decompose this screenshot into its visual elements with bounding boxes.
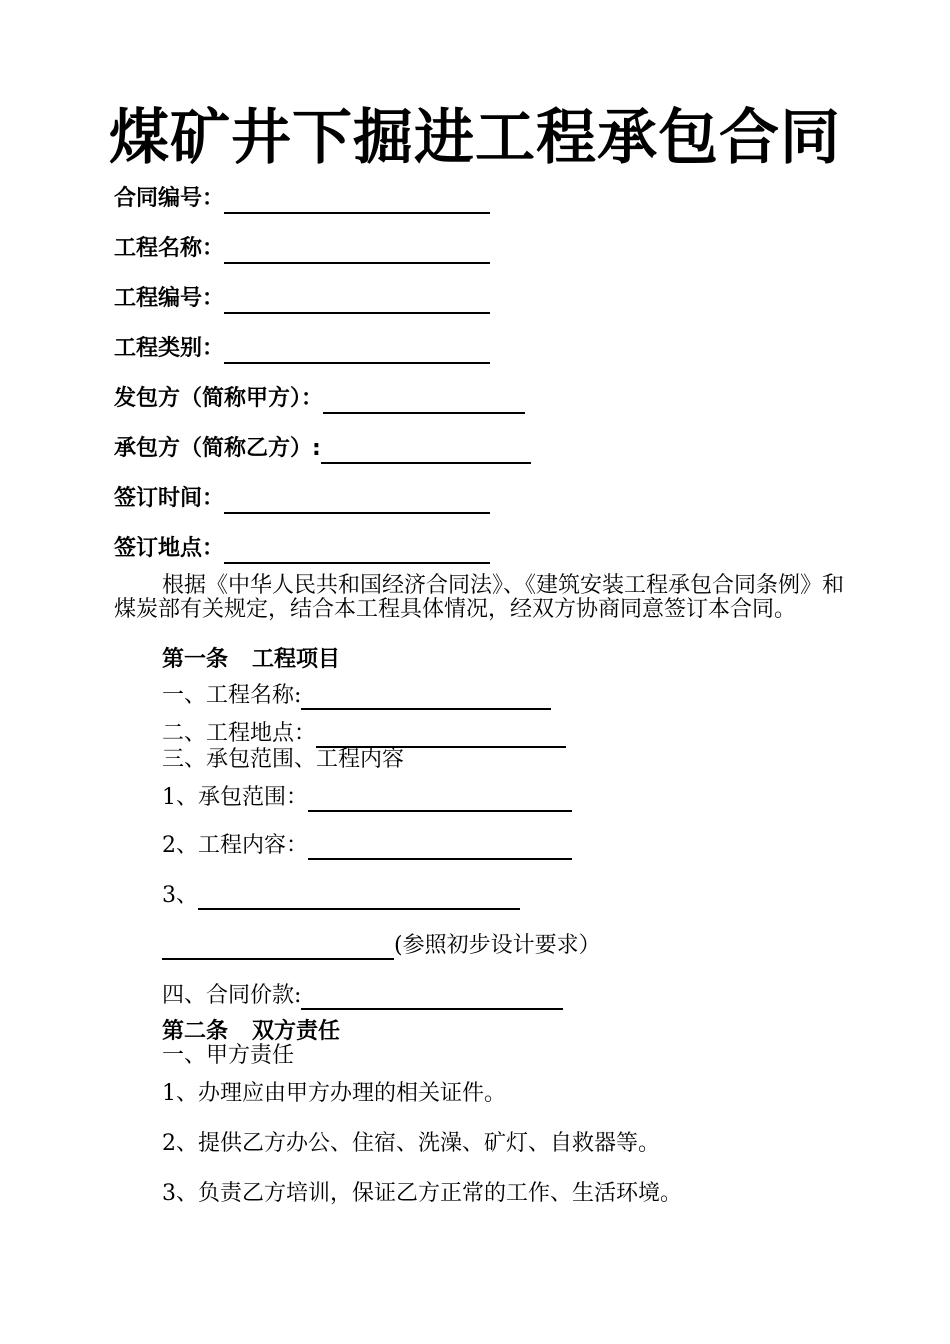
signing-place-label: 签订地点： [114, 536, 225, 561]
article-2-title: 双方责任 [252, 1019, 341, 1044]
article-1-item-3 [162, 882, 520, 910]
article-2-number: 第二条 [162, 1019, 229, 1044]
party-b-label: 承包方（简称乙方）: [114, 436, 321, 461]
party-a-label: 发包方（简称甲方）： [114, 386, 324, 411]
article-1-item-contract-price [162, 982, 563, 1010]
list-item: 1、办理应由甲方办理的相关证件。 [162, 1081, 506, 1106]
signing-time-label: 签订时间： [114, 486, 225, 511]
article-1-item-project-location [162, 720, 566, 748]
party-a-responsibility-heading: 一、甲方责任 [162, 1043, 295, 1068]
item-3-blank[interactable] [198, 884, 520, 910]
signing-time-blank[interactable] [224, 488, 490, 514]
project-number-field [114, 284, 490, 314]
contract-number-field [114, 184, 490, 214]
project-name-value-blank[interactable] [301, 684, 551, 710]
scope-blank[interactable] [308, 786, 572, 812]
document-title: 煤矿井下掘进工程承包合同 [109, 103, 841, 173]
signing-time-field [114, 484, 490, 514]
item-label: 3、 [162, 883, 198, 908]
list-item: 3、负责乙方培训，保证乙方正常的工作、生活环境。 [162, 1181, 682, 1206]
article-2-subtitle [162, 1042, 294, 1070]
item-label: 三、承包范围、工程内容 [162, 747, 405, 772]
content-blank[interactable] [308, 834, 572, 860]
design-reference-suffix: (参照初步设计要求） [394, 933, 601, 958]
article-1-number: 第一条 [162, 647, 229, 672]
contract-number-blank[interactable] [224, 188, 490, 214]
intro-paragraph: 根据《中华人民共和国经济合同法》、《建筑安装工程承包合同条例》和煤炭部有关规定，结合本工程具体情况，经双方协商同意签订本合同。 [114, 573, 845, 622]
article-1-item-scope [162, 784, 572, 812]
signing-place-field [114, 534, 490, 564]
article-1-item-project-name [162, 682, 551, 710]
project-name-field [114, 234, 490, 264]
party-a-field [114, 384, 525, 414]
article-1-heading [162, 646, 340, 674]
article-1-design-reference [162, 932, 601, 960]
project-name-blank[interactable] [224, 238, 490, 264]
item-label: 四、合同价款: [162, 983, 302, 1008]
design-reference-blank[interactable] [162, 934, 394, 960]
project-number-blank[interactable] [224, 288, 490, 314]
party-a-blank[interactable] [323, 388, 525, 414]
article-2-item-1 [162, 1080, 506, 1108]
party-b-blank[interactable] [321, 438, 531, 464]
project-category-label: 工程类别： [114, 336, 225, 361]
article-2-item-2 [162, 1130, 660, 1158]
project-category-blank[interactable] [224, 338, 490, 364]
item-label: 二、工程地点： [162, 721, 317, 746]
article-1-item-scope-heading [162, 746, 404, 774]
article-1-title: 工程项目 [252, 647, 341, 672]
article-1-item-content [162, 832, 572, 860]
project-category-field [114, 334, 490, 364]
project-number-label: 工程编号： [114, 286, 225, 311]
list-item: 2、提供乙方办公、住宿、洗澡、矿灯、自救器等。 [162, 1131, 660, 1156]
project-location-blank[interactable] [316, 722, 566, 748]
contract-number-label: 合同编号： [114, 186, 225, 211]
party-b-field [114, 434, 531, 464]
item-label: 一、工程名称: [162, 683, 302, 708]
project-name-label: 工程名称： [114, 236, 225, 261]
item-label: 1、承包范围： [162, 785, 308, 810]
article-2-item-3 [162, 1180, 682, 1208]
item-label: 2、工程内容： [162, 833, 308, 858]
contract-price-blank[interactable] [301, 984, 563, 1010]
signing-place-blank[interactable] [224, 538, 490, 564]
